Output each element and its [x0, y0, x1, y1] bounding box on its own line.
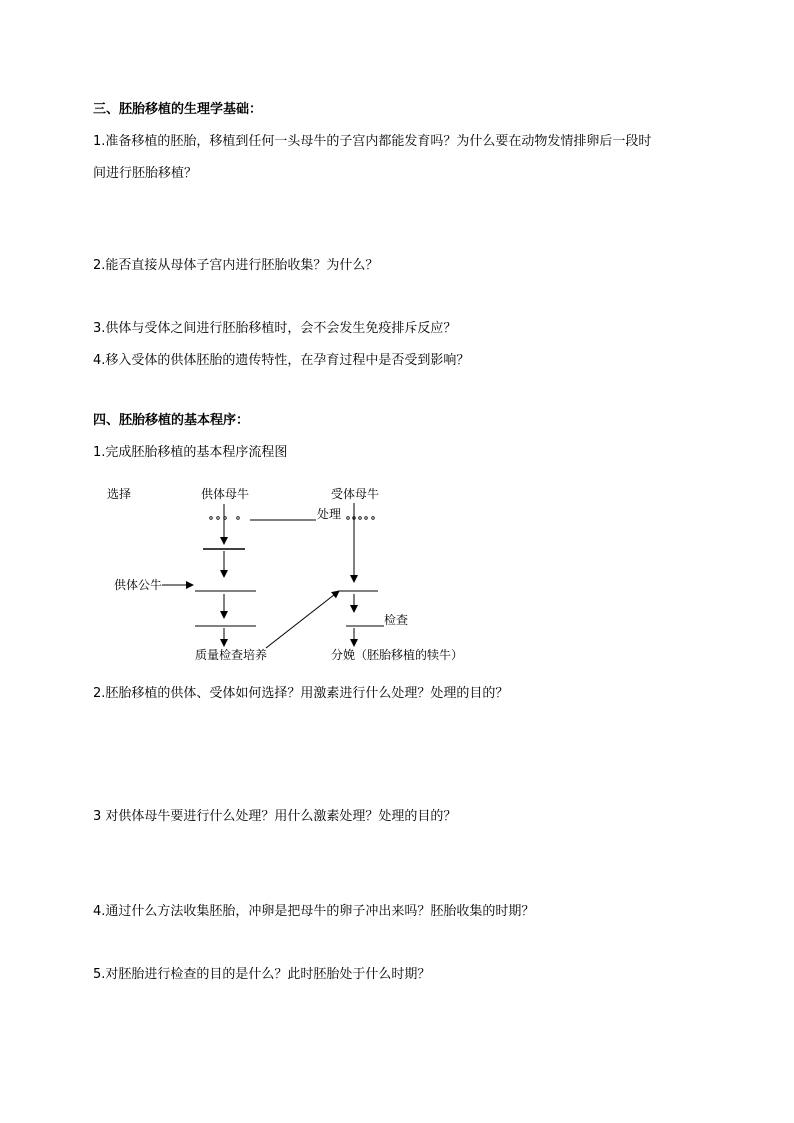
question-4-3: 3 对供体母牛要进行什么处理？用什么激素处理？处理的目的？	[93, 809, 457, 824]
question-3-1-line-2: 间进行胚胎移植？	[93, 166, 198, 181]
question-3-4: 4.移入受体的供体胚胎的遗传特性，在孕育过程中是否受到影响？	[93, 353, 470, 368]
flow-select-label: 选择	[107, 487, 132, 501]
flow-quality-label: 质量检查培养	[195, 648, 268, 662]
transfer-arrow	[266, 591, 339, 648]
question-3-3: 3.供体与受体之间进行胚胎移植时，会不会发生免疫排斥反应？	[93, 321, 457, 336]
question-4-4: 4.通过什么方法收集胚胎，冲卵是把母牛的卵子冲出来吗？胚胎收集的时期？	[93, 904, 535, 919]
question-3-2: 2.能否直接从母体子宫内进行胚胎收集？为什么？	[93, 258, 379, 273]
section-3-heading: 三、胚胎移植的生理学基础：	[93, 102, 263, 117]
section-4-heading: 四、胚胎移植的基本程序：	[93, 413, 250, 428]
recipient-dots	[347, 517, 375, 520]
question-4-5: 5.对胚胎进行检查的目的是什么？此时胚胎处于什么时期？	[93, 967, 431, 982]
flow-birth-label: 分娩（胚胎移植的犊牛）	[331, 648, 464, 662]
flow-treat-label: 处理	[317, 507, 342, 521]
flow-donor-bull-label: 供体公牛	[114, 578, 163, 592]
question-4-1: 1.完成胚胎移植的基本程序流程图	[93, 445, 288, 460]
flow-check-label: 检查	[384, 613, 409, 627]
flow-recipient-cow-label: 受体母牛	[331, 487, 380, 501]
question-4-2: 2.胚胎移植的供体、受体如何选择？用激素进行什么处理？处理的目的？	[93, 686, 509, 701]
flow-donor-cow-label: 供体母牛	[201, 487, 250, 501]
question-3-1-line-1: 1.准备移植的胚胎，移植到任何一头母牛的子宫内都能发育吗？为什么要在动物发情排卵后一段时	[93, 134, 652, 149]
